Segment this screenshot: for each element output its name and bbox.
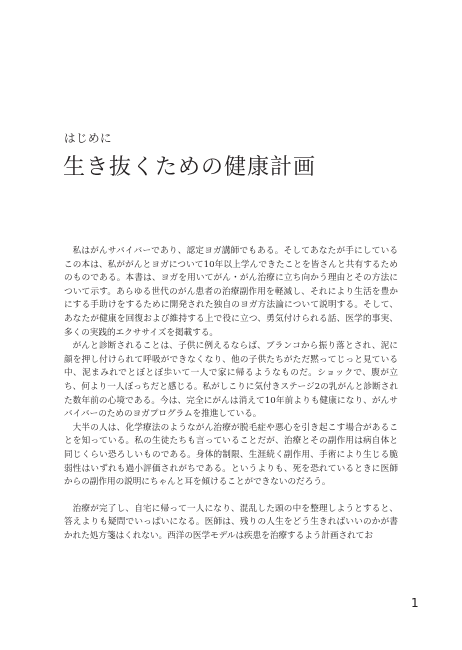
paragraph: がんと診断されることは、子供に例えるならば、ブランコから振り落とされ、泥に顔を押し付けられて呼吸ができなくなり、他の子供たちがただ黙ってじっと見ている中、泥まみれでとぼとぼ歩いて一人で家に帰るようなものだ。ショックで、腹が立ち、何より一人ぼっちだと感じる。私がしこりに気付きステージ2の乳がんと診断された数年前の心境である。今は、完全にがんは消えて10年前よりも健康になり、がんサバイバーのためのヨガプログラムを推進している。 [64,341,398,420]
paragraph-gap [64,490,398,503]
paragraph: 治療が完了し、自宅に帰って一人になり、混乱した頭の中を整理しようとすると、答えよりも疑問でいっぱいになる。医師は、残りの人生をどう生きればいいのかが書かれた処方箋はくれない。西洋の医学モデルは疾患を治療するよう計画されてお [64,503,398,541]
section-label: はじめに [64,131,112,145]
paragraph: 私はがんサバイバーであり、認定ヨガ講師でもある。そしてあなたが手にしているこの本は、私ががんとヨガについて10年以上学んできたことを皆さんと共有するためのものである。本書は、ヨガを用いてがん・がん治療に立ち向かう理由とその方法について示す。あらゆる世代のがん患者の治療副作用を軽減し、それにより生活を豊かにする手助けをするために開発された独自のヨガ方法論について説明する。そして、あなたが健康を回復および維持する上で役に立つ、勇気付けられる話、医学的事実、多くの実践的エクササイズを掲載する。 [64,246,398,338]
chapter-title: 生き抜くための健康計画 [63,155,317,180]
body-text [64,245,398,543]
paragraph: 大半の人は、化学療法のようながん治療が脱毛症や悪心を引き起こす場合があることを知っている。私の生徒たちも言っていることだが、治療とその副作用は病自体と同じくらい恐ろしいものである。身体的制限、生涯続く副作用、手術により生じる脆弱性はいずれも過小評価されがちである。というよりも、死を恐れているときに医師からの副作用の説明にちゃんと耳を傾けることができないのだろう。 [64,422,398,488]
page-number: 1 [411,596,419,610]
